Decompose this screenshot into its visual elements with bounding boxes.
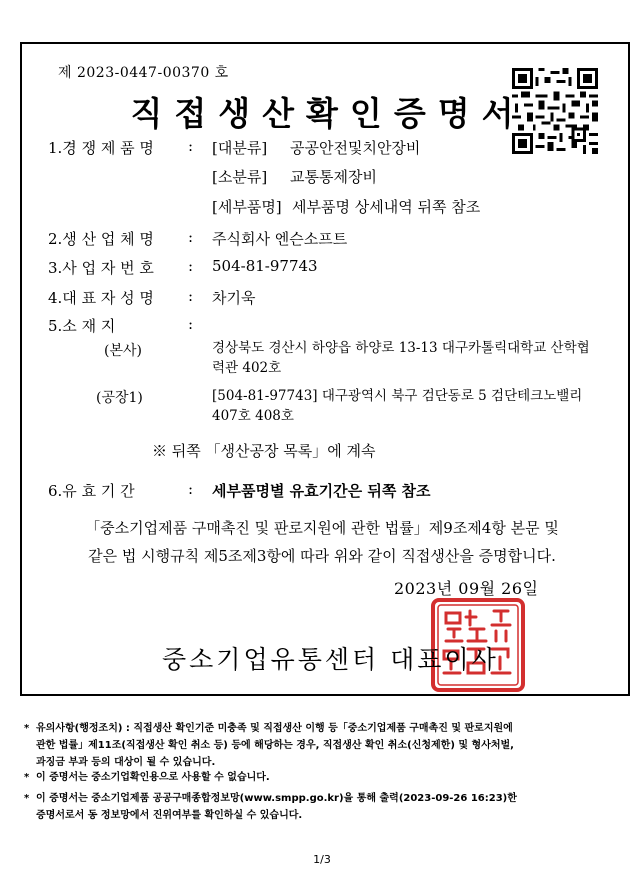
issuer-name: 중소기업유통센터 대표이사 xyxy=(162,645,499,674)
factory-address-line1: [504-81-97743] 대구광역시 북구 검단동로 5 검단테크노밸리 xyxy=(212,388,583,404)
hq-address-line2: 력관 402호 xyxy=(212,360,282,376)
footer-note-1-line3: 과징금 부과 등의 대상이 될 수 있습니다. xyxy=(36,757,216,768)
location-label: 5.소 재 지 xyxy=(48,317,116,335)
category-minor-value: 교통통제장비 xyxy=(290,168,377,186)
footer-note-1-line1: 유의사항(행정조치) : 직접생산 확인기준 미충족 및 직접생산 이행 등「중소기업제품 구매촉진 및 판로지원에 xyxy=(36,723,513,734)
footer-note-1-line2: 관한 법률」제11조(직접생산 확인 취소 등) 등에 해당하는 경우, 직접생산 확인 취소(신청제한) 및 형사처벌, xyxy=(36,740,514,751)
colon: : xyxy=(188,480,194,498)
factory-list-note: ※ 뒤쪽 「생산공장 목록」에 계속 xyxy=(152,442,376,460)
hq-address-line1: 경상북도 경산시 하양읍 하양로 13-13 대구카톨릭대학교 산학협 xyxy=(212,340,590,356)
company-label: 2.생 산 업 체 명 xyxy=(48,230,154,248)
issue-date: 2023년 09월 26일 xyxy=(394,579,539,598)
category-major-value: 공공안전및치안장비 xyxy=(290,139,421,157)
footer-bullet: * xyxy=(24,772,30,783)
footer-note-3 xyxy=(24,790,624,824)
factory-address-line2: 407호 408호 xyxy=(212,408,294,424)
category-major-tag: [대분류] xyxy=(212,139,268,157)
certificate-number: 제 2023-0447-00370 호 xyxy=(58,65,229,81)
colon: : xyxy=(188,315,194,333)
category-minor-tag: [소분류] xyxy=(212,168,268,186)
factory-address xyxy=(212,386,622,426)
business-number-label: 3.사 업 자 번 호 xyxy=(48,259,154,277)
document-title: 직접생산확인증명서 xyxy=(130,94,526,133)
business-number-value: 504-81-97743 xyxy=(212,257,318,275)
footer-note-3-line2: 증명서로서 동 정보망에서 진위여부를 확인하실 수 있습니다. xyxy=(36,810,303,821)
colon: : xyxy=(188,287,194,305)
category-detail-tag: [세부품명] xyxy=(212,198,282,216)
hq-tag: (본사) xyxy=(104,343,142,359)
footer-bullet: * xyxy=(24,793,30,804)
ceo-value: 차기욱 xyxy=(212,289,256,307)
category-detail-value: 세부품명 상세내역 뒤쪽 참조 xyxy=(292,198,481,216)
colon: : xyxy=(188,257,194,275)
footer-note-2 xyxy=(24,769,624,786)
ceo-label: 4.대 표 자 성 명 xyxy=(48,289,154,307)
colon: : xyxy=(188,137,194,155)
validity-label: 6.유 효 기 간 xyxy=(48,482,135,500)
page-number: 1/3 xyxy=(313,853,331,866)
footer-note-1 xyxy=(24,720,624,771)
footer-note-3-line1: 이 증명서는 중소기업제품 공공구매종합정보망(www.smpp.go.kr)을 통해 출력(2023-09-26 16:23)한 xyxy=(36,793,517,804)
competitive-product-label: 1.경 쟁 제 품 명 xyxy=(48,139,154,157)
colon: : xyxy=(188,228,194,246)
company-value: 주식회사 엔슨소프트 xyxy=(212,230,348,248)
factory-tag: (공장1) xyxy=(96,390,143,406)
footer-bullet: * xyxy=(24,723,30,734)
hq-address xyxy=(212,338,622,378)
statement-line-1: 「중소기업제품 구매촉진 및 판로지원에 관한 법률」제9조제4항 본문 및 xyxy=(85,519,559,537)
statement-line-2: 같은 법 시행규칙 제5조제3항에 따라 위와 같이 직접생산을 증명합니다. xyxy=(88,547,556,565)
validity-value: 세부품명별 유효기간은 뒤쪽 참조 xyxy=(212,482,431,500)
footer-note-2-text: 이 증명서는 중소기업확인용으로 사용할 수 없습니다. xyxy=(36,772,270,783)
